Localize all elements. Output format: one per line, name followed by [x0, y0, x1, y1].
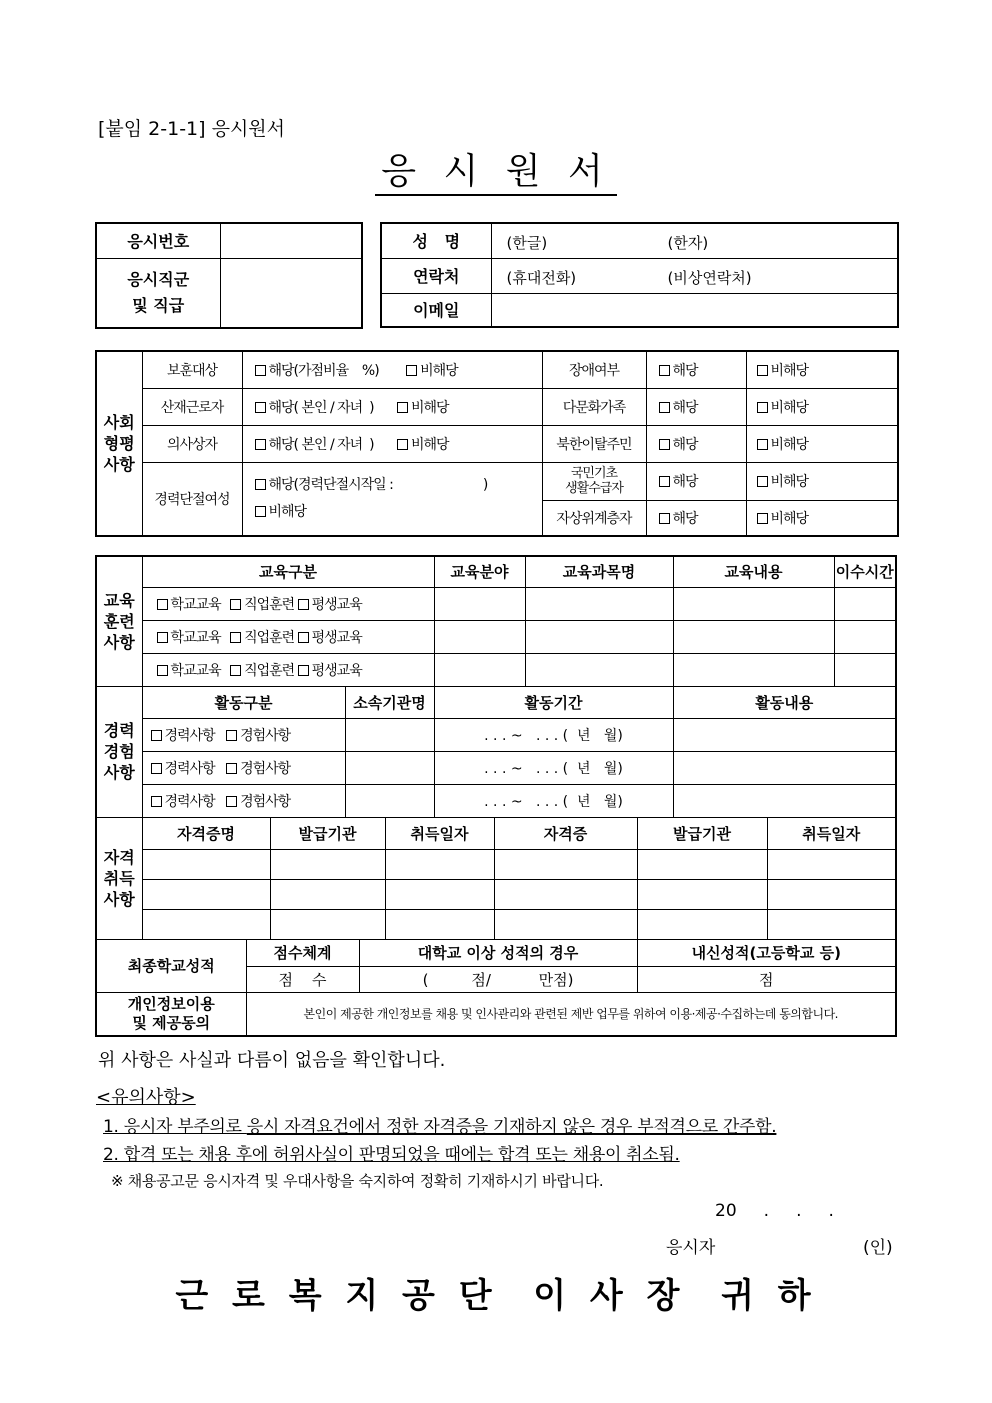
activity-type-options: 경력사항 경험사항: [142, 751, 345, 784]
license-cell[interactable]: [385, 909, 494, 939]
email-field[interactable]: [491, 293, 898, 327]
license-name-header-2: 자격증: [494, 817, 637, 849]
activity-type-options: 경력사항 경험사항: [142, 784, 345, 817]
checkbox-icon[interactable]: [226, 796, 237, 807]
basic-living-label: 국민기초 생활수급자: [542, 462, 646, 500]
date-line: 20 . . .: [715, 1201, 834, 1221]
activity-type-options: 경력사항 경험사항: [142, 718, 345, 751]
grade-scale-header: 점수체계: [246, 939, 359, 966]
self-reliance-label: 자상위계층자: [542, 500, 646, 536]
career-break-no-option[interactable]: 비해당: [255, 499, 542, 526]
confirmation-text: 위 사항은 사실과 다름이 없음을 확인합니다.: [98, 1050, 446, 1071]
license-cell[interactable]: [767, 849, 896, 879]
checkbox-icon[interactable]: [255, 479, 266, 490]
checkbox-icon[interactable]: [397, 402, 408, 413]
industrial-label: 산재근로자: [142, 388, 242, 425]
name-hanja: (한자): [667, 234, 709, 252]
license-cell[interactable]: [142, 909, 270, 939]
checkbox-icon[interactable]: [757, 513, 768, 524]
education-content-cell[interactable]: [673, 620, 834, 653]
notes-title: <유의사항>: [96, 1087, 196, 1108]
education-row: [96, 620, 896, 653]
industrial-no-option[interactable]: 비해당: [397, 400, 449, 416]
education-subject-cell[interactable]: [525, 587, 673, 620]
education-field-cell[interactable]: [434, 587, 525, 620]
defector-yes-option[interactable]: 해당: [646, 425, 746, 462]
checkbox-icon[interactable]: [255, 506, 266, 517]
note-1: 1. 응시자 부주의로 응시 자격요건에서 정한 자격증을 기재하지 않은 경우 부적격으로 간주함.: [103, 1117, 777, 1137]
checkbox-icon[interactable]: [255, 402, 266, 413]
checkbox-icon[interactable]: [230, 632, 241, 643]
addressee: 근 로 복 지 공 단 이 사 장 귀 하: [175, 1276, 817, 1316]
license-cell[interactable]: [142, 849, 270, 879]
checkbox-icon[interactable]: [659, 439, 670, 450]
license-cell[interactable]: [385, 879, 494, 909]
education-subject-cell[interactable]: [525, 653, 673, 686]
exam-number-field[interactable]: [220, 223, 362, 258]
mobile-label: (휴대전화): [506, 268, 577, 287]
note-3: ※ 채용공고문 응시자격 및 우대사항을 숙지하여 정확히 기재하시기 바랍니다.: [111, 1172, 604, 1190]
education-subject-cell[interactable]: [525, 620, 673, 653]
education-subject-header: 교육과목명: [525, 556, 673, 587]
checkbox-icon[interactable]: [757, 439, 768, 450]
alt-contact-label: (비상연락처): [667, 268, 752, 287]
multicultural-no-option[interactable]: 비해당: [746, 388, 898, 425]
veteran-options: [242, 351, 542, 388]
education-content-header: 교육내용: [673, 556, 834, 587]
checkbox-icon[interactable]: [151, 730, 162, 741]
righteous-no-option[interactable]: 비해당: [397, 437, 449, 453]
education-hours-header: 이수시간: [834, 556, 896, 587]
license-date-header-2: 취득일자: [767, 817, 896, 849]
contact-label: 연락처: [381, 258, 491, 293]
education-field-cell[interactable]: [434, 653, 525, 686]
basic-living-no-option[interactable]: 비해당: [746, 462, 898, 500]
contact-field[interactable]: [491, 258, 898, 293]
license-cell[interactable]: [767, 909, 896, 939]
education-type-options: 학교교육 직업훈련 평생교육: [142, 653, 434, 686]
license-name-header: 자격증명: [142, 817, 270, 849]
checkbox-icon[interactable]: [659, 513, 670, 524]
name-field[interactable]: [491, 223, 898, 258]
license-date-header: 취득일자: [385, 817, 494, 849]
disability-label: 장애여부: [542, 351, 646, 388]
checkbox-icon[interactable]: [298, 665, 309, 676]
license-cell[interactable]: [270, 909, 385, 939]
license-issuer-header-2: 발급기관: [637, 817, 767, 849]
checkbox-icon[interactable]: [659, 365, 670, 376]
note-2: 2. 합격 또는 채용 후에 허위사실이 판명되었을 때에는 합격 또는 채용이 취소됨.: [103, 1145, 680, 1165]
name-label: 성 명: [381, 223, 491, 258]
applicant-left-table: [95, 222, 363, 329]
defector-no-option[interactable]: 비해당: [746, 425, 898, 462]
education-hours-cell[interactable]: [834, 653, 896, 686]
education-field-cell[interactable]: [434, 620, 525, 653]
name-korean: (한글): [506, 234, 548, 252]
score-label: 점 수: [246, 966, 359, 992]
checkbox-icon[interactable]: [151, 763, 162, 774]
seal-mark: (인): [863, 1238, 893, 1258]
license-issuer-header: 발급기관: [270, 817, 385, 849]
self-reliance-yes-option[interactable]: 해당: [646, 500, 746, 536]
veteran-no-option[interactable]: 비해당: [406, 363, 458, 379]
organization-header: 소속기관명: [345, 686, 434, 718]
education-type-options: 학교교육 직업훈련 평생교육: [142, 587, 434, 620]
checkbox-icon[interactable]: [397, 439, 408, 450]
checkbox-icon[interactable]: [157, 599, 168, 610]
checkbox-icon[interactable]: [406, 365, 417, 376]
righteous-yes-option[interactable]: 해당( 본인 / 자녀 ): [255, 437, 374, 453]
page-title: 응 시 원 서: [375, 150, 617, 196]
checkbox-icon[interactable]: [757, 365, 768, 376]
activity-period-header: 활동기간: [434, 686, 673, 718]
checkbox-icon[interactable]: [659, 476, 670, 487]
basic-living-yes-option[interactable]: 해당: [646, 462, 746, 500]
license-row: [96, 879, 896, 909]
education-content-cell[interactable]: [673, 587, 834, 620]
license-cell[interactable]: [270, 879, 385, 909]
career-row: [96, 718, 896, 751]
checkbox-icon[interactable]: [157, 665, 168, 676]
defector-label: 북한이탈주민: [542, 425, 646, 462]
checkbox-icon[interactable]: [255, 365, 266, 376]
education-row: [96, 653, 896, 686]
education-field-header: 교육분야: [434, 556, 525, 587]
activity-content-cell[interactable]: [673, 784, 896, 817]
license-cell[interactable]: [270, 849, 385, 879]
highschool-grade-header: 내신성적(고등학교 등): [637, 939, 896, 966]
multicultural-yes-option[interactable]: 해당: [646, 388, 746, 425]
grades-label: 최종학교성적: [96, 939, 246, 992]
industrial-yes-option[interactable]: 해당( 본인 / 자녀 ): [255, 400, 374, 416]
activity-period-cell[interactable]: . . . ~ . . . ( 년 월): [434, 751, 673, 784]
organization-cell[interactable]: [345, 751, 434, 784]
position-label: 응시직군 및 직급: [96, 258, 220, 328]
activity-content-cell[interactable]: [673, 751, 896, 784]
education-type-header: 교육구분: [142, 556, 434, 587]
righteous-label: 의사상자: [142, 425, 242, 462]
license-row: [96, 849, 896, 879]
checkbox-icon[interactable]: [230, 599, 241, 610]
activity-content-cell[interactable]: [673, 718, 896, 751]
license-row: [96, 909, 896, 939]
activity-period-cell[interactable]: . . . ~ . . . ( 년 월): [434, 784, 673, 817]
checkbox-icon[interactable]: [226, 763, 237, 774]
career-break-options: [242, 462, 542, 536]
checkbox-icon[interactable]: [757, 476, 768, 487]
checkbox-icon[interactable]: [151, 796, 162, 807]
note-1-emphasis: 응시 자격요건에서 정한 자격증을 기재하지 않은 경우 부적격으로 간주함.: [246, 1117, 777, 1137]
checkbox-icon[interactable]: [659, 402, 670, 413]
highschool-score-field[interactable]: 점: [637, 966, 896, 992]
license-section-label: 자격 취득 사항: [96, 817, 142, 939]
activity-content-header: 활동내용: [673, 686, 896, 718]
veteran-label: 보훈대상: [142, 351, 242, 388]
education-hours-cell[interactable]: [834, 620, 896, 653]
license-cell[interactable]: [767, 879, 896, 909]
education-section-label: 교육 훈련 사항: [96, 556, 142, 686]
license-cell[interactable]: [494, 879, 637, 909]
license-cell[interactable]: [494, 909, 637, 939]
license-cell[interactable]: [142, 879, 270, 909]
checkbox-icon[interactable]: [230, 665, 241, 676]
exam-number-label: 응시번호: [96, 223, 220, 258]
activity-type-header: 활동구분: [142, 686, 345, 718]
disability-no-option[interactable]: 비해당: [746, 351, 898, 388]
attachment-label: [붙임 2-1-1] 응시원서: [98, 118, 286, 140]
checkbox-icon[interactable]: [298, 632, 309, 643]
university-grade-header: 대학교 이상 성적의 경우: [359, 939, 637, 966]
checkbox-icon[interactable]: [157, 632, 168, 643]
education-row: [96, 587, 896, 620]
organization-cell[interactable]: [345, 784, 434, 817]
license-cell[interactable]: [385, 849, 494, 879]
social-section-label: 사회 형평 사항: [96, 351, 142, 536]
organization-cell[interactable]: [345, 718, 434, 751]
license-cell[interactable]: [637, 909, 767, 939]
career-break-yes-option[interactable]: 해당(경력단절시작일 : ): [255, 472, 542, 499]
career-row: [96, 751, 896, 784]
career-row: [96, 784, 896, 817]
privacy-label: 개인정보이용 및 제공동의: [96, 992, 246, 1036]
righteous-options: [242, 425, 542, 462]
checkbox-icon[interactable]: [226, 730, 237, 741]
education-type-options: 학교교육 직업훈련 평생교육: [142, 620, 434, 653]
university-score-field[interactable]: ( 점/ 만점): [359, 966, 637, 992]
position-field[interactable]: [220, 258, 362, 328]
main-info-table: [95, 555, 897, 1037]
privacy-consent-text: 본인이 제공한 개인정보를 채용 및 인사관리와 관련된 제반 업무를 위하여 이용·제공·수집하는데 동의합니다.: [246, 992, 896, 1036]
email-label: 이메일: [381, 293, 491, 327]
industrial-options: [242, 388, 542, 425]
applicant-right-table: [380, 222, 899, 328]
license-cell[interactable]: [494, 849, 637, 879]
veteran-yes-option[interactable]: 해당(가점비율 %): [255, 363, 379, 379]
education-hours-cell[interactable]: [834, 587, 896, 620]
activity-period-cell[interactable]: . . . ~ . . . ( 년 월): [434, 718, 673, 751]
checkbox-icon[interactable]: [757, 402, 768, 413]
education-content-cell[interactable]: [673, 653, 834, 686]
self-reliance-no-option[interactable]: 비해당: [746, 500, 898, 536]
checkbox-icon[interactable]: [255, 439, 266, 450]
checkbox-icon[interactable]: [298, 599, 309, 610]
applicant-sign-label: 응시자: [666, 1238, 716, 1258]
multicultural-label: 다문화가족: [542, 388, 646, 425]
disability-yes-option[interactable]: 해당: [646, 351, 746, 388]
license-cell[interactable]: [637, 849, 767, 879]
career-break-label: 경력단절여성: [142, 462, 242, 536]
career-section-label: 경력 경험 사항: [96, 686, 142, 817]
license-cell[interactable]: [637, 879, 767, 909]
social-equity-table: [95, 350, 899, 537]
